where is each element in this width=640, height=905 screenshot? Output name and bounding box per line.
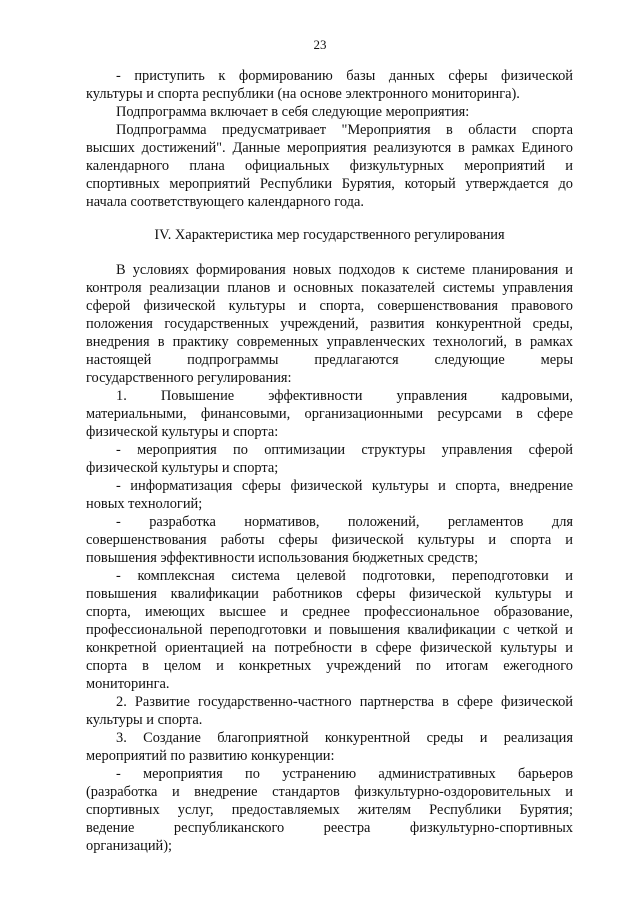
text-line: - информатизация сферы физической культуры и спорта, внедрение	[116, 478, 573, 494]
text-line: мониторинга.	[86, 676, 170, 692]
text-line: новых технологий;	[86, 496, 203, 512]
text-line: контроля реализации планов и основных показателей системы управления	[86, 280, 573, 296]
text-line: совершенствования работы сферы физической культуры и спорта и	[86, 532, 573, 548]
text-line: спорта в целом и конкретных учреждений по итогам ежегодного	[86, 658, 573, 674]
text-line: ведение республиканского реестра физкультурно-спортивных	[86, 820, 573, 836]
text-line: Подпрограмма предусматривает "Мероприятия в области спорта	[116, 122, 573, 138]
text-line: спортивных услуг, предоставляемых жителям Республики Бурятия;	[86, 802, 573, 818]
text-line: положения государственных учреждений, развития конкурентной среды,	[86, 316, 573, 332]
text-line: - комплексная система целевой подготовки, переподготовки и	[116, 568, 573, 584]
text-line: повышения квалификации работников сферы физической культуры и	[86, 586, 573, 602]
section-heading: IV. Характеристика мер государственного регулирования	[154, 227, 505, 243]
text-line: 1. Повышение эффективности управления кадровыми,	[116, 388, 573, 404]
text-line: - мероприятия по устранению административных барьеров	[116, 766, 573, 782]
text-line: сферой физической культуры и спорта, совершенствования правового	[86, 298, 573, 314]
text-line: физической культуры и спорта:	[86, 424, 279, 440]
text-line: (разработка и внедрение стандартов физкультурно-оздоровительных и	[86, 784, 573, 800]
text-line: конкретной ориентацией на потребности в сфере физической культуры и	[86, 640, 573, 656]
text-line: физической культуры и спорта;	[86, 460, 279, 476]
text-line: - мероприятия по оптимизации структуры управления сферой	[116, 442, 573, 458]
page-number: 23	[313, 37, 327, 52]
text-line: - разработка нормативов, положений, регламентов для	[116, 514, 573, 530]
text-line: высших достижений". Данные мероприятия реализуются в рамках Единого	[86, 140, 573, 156]
text-line: повышения эффективности использования бюджетных средств;	[86, 550, 479, 566]
text-line: государственного регулирования:	[86, 370, 292, 386]
text-line: начала соответствующего календарного года.	[86, 194, 364, 210]
text-line: культуры и спорта.	[86, 712, 203, 728]
text-line: профессиональной переподготовки и повышения квалификации с четкой и	[86, 622, 573, 638]
text-line: внедрения в практику современных управленческих технологий, в рамках	[86, 334, 573, 350]
text-line: организаций);	[86, 838, 173, 854]
text-line: календарного плана официальных физкультурных мероприятий и	[86, 158, 573, 174]
text-line: 3. Создание благоприятной конкурентной среды и реализация	[116, 730, 573, 746]
text-line: мероприятий по развитию конкуренции:	[86, 748, 335, 764]
text-line: - приступить к формированию базы данных сферы физической	[116, 68, 573, 84]
text-line: культуры и спорта республики (на основе электронного мониторинга).	[86, 86, 520, 102]
text-line: Подпрограмма включает в себя следующие мероприятия:	[116, 104, 470, 120]
text-line: материальными, финансовыми, организационными ресурсами в сфере	[86, 406, 573, 422]
text-line: спортивных мероприятий Республики Бурятия, который утверждается до	[86, 176, 573, 192]
text-line: спорта, имеющих высшее и среднее профессиональное образование,	[86, 604, 573, 620]
text-line: В условиях формирования новых подходов к системе планирования и	[116, 262, 573, 278]
text-line: настоящей подпрограммы предлагаются следующие меры	[86, 352, 573, 368]
text-line: 2. Развитие государственно-частного партнерства в сфере физической	[116, 694, 573, 710]
